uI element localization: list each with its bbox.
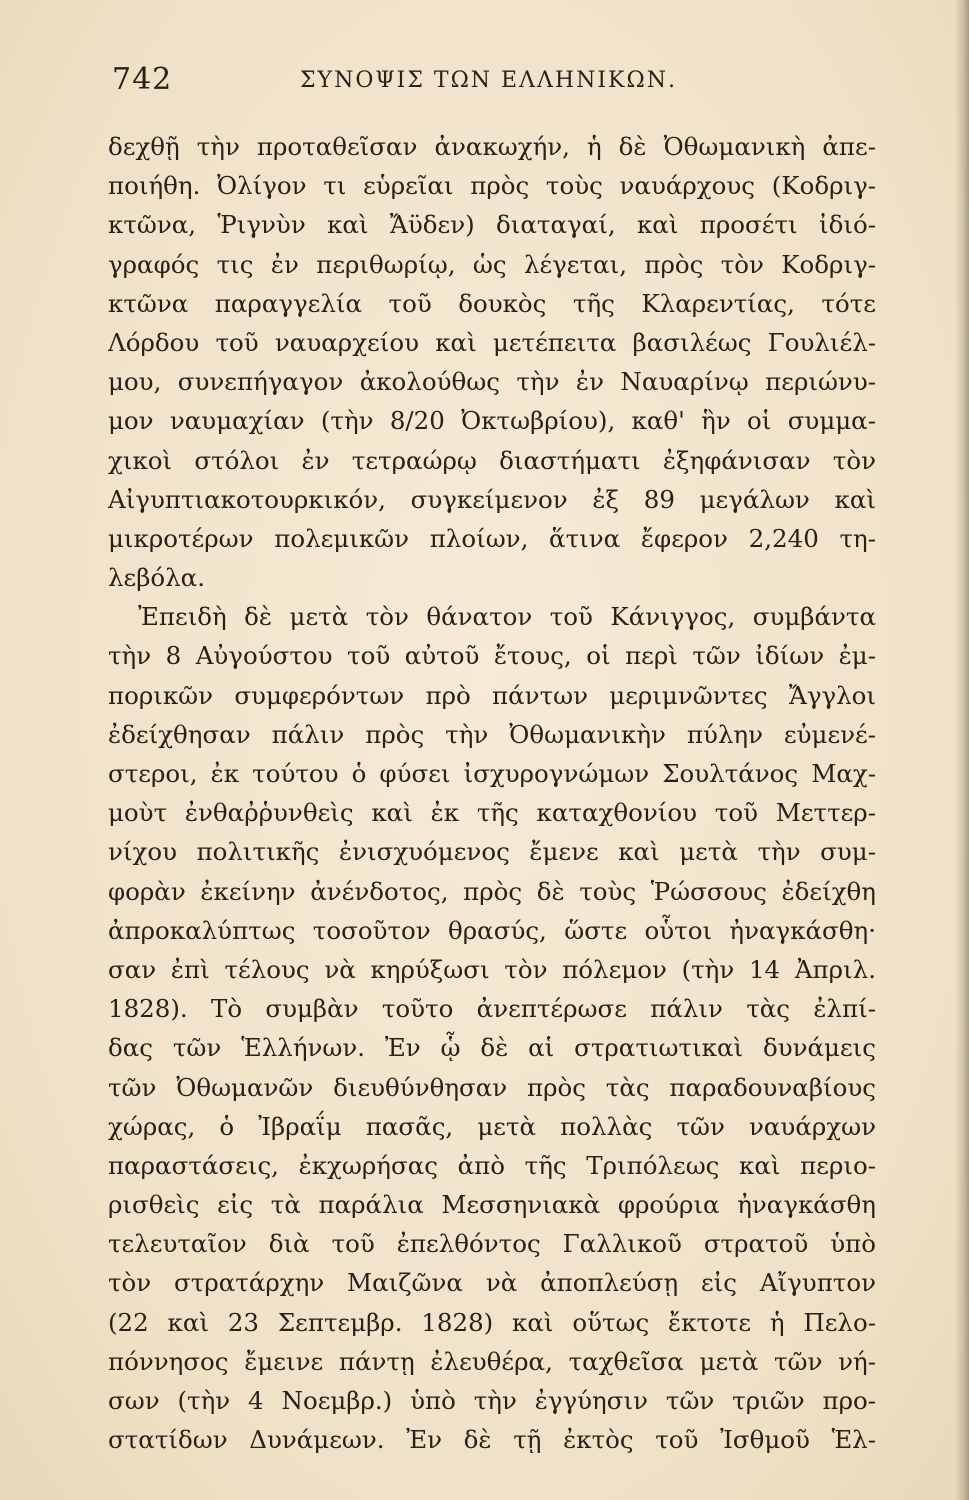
text-line: δας τῶν Ἑλλήνων. Ἐν ᾧ δὲ αἱ στρατιωτικαὶ δυνάμεις (108, 1033, 876, 1063)
text-line: Λόρδου τοῦ ναυαρχείου καὶ μετέπειτα βασιλέως Γουλιέλ- (108, 327, 876, 357)
text-line: στεροι, ἐκ τούτου ὁ φύσει ἰσχυρογνώμων Σουλτάνος Μαχ- (108, 759, 876, 788)
text-line: μου, συνεπήγαγον ἀκολούθως τὴν ἐν Ναυαρίνῳ περιώνυ- (108, 367, 876, 397)
text-line: κτῶνα, Ῥιγνὺν καὶ Ἄϋδεν) διαταγαί, καὶ προσέτι ἰδιό- (108, 210, 876, 240)
text-line: μικροτέρων πολεμικῶν πλοίων, ἅτινα ἔφερον 2,240 τη- (108, 523, 876, 553)
running-title: ΣΥΝΟΨΙΣ ΤΩΝ ΕΛΛΗΝΙΚΩΝ. (300, 68, 677, 93)
text-line: σαν ἐπὶ τέλους νὰ κηρύξωσι τὸν πόλεμον (τὴν 14 Ἀπριλ. (108, 954, 876, 984)
text-line: ἀπροκαλύπτως τοσοῦτον θρασύς, ὥστε οὗτοι ἠναγκάσθη· (108, 915, 876, 945)
page-number: 742 (112, 62, 173, 97)
text-line: τὸν στρατάρχην Μαιζῶνα νὰ ἀποπλεύσῃ εἰς Αἴγυπτον (108, 1268, 876, 1298)
text-line: νίχου πολιτικῆς ἐνισχυόμενος ἔμενε καὶ μετὰ τὴν συμ- (108, 837, 876, 867)
text-line: λεβόλα. (108, 563, 205, 593)
text-line: 1828). Τὸ συμβὰν τοῦτο ἀνεπτέρωσε πάλιν τὰς ἐλπί- (108, 994, 876, 1024)
text-line: χώρας, ὁ Ἰβραΐμ πασᾶς, μετὰ πολλὰς τῶν ναυάρχων (108, 1111, 876, 1141)
text-line: χικοὶ στόλοι ἐν τετραώρῳ διαστήματι ἐξηφάνισαν τὸν (108, 445, 876, 475)
text-line: κτῶνα παραγγελία τοῦ δουκὸς τῆς Κλαρεντίας, τότε (108, 288, 876, 318)
text-line: μοὺτ ἐνθαῤῥυνθεὶς καὶ ἐκ τῆς καταχθονίου τοῦ Μεττερ- (108, 798, 876, 828)
text-line: τὴν 8 Αὐγούστου τοῦ αὐτοῦ ἔτους, οἱ περὶ τῶν ἰδίων ἐμ- (108, 641, 876, 671)
page-edge-shadow (955, 0, 969, 1500)
text-line: σων (τὴν 4 Νοεμβρ.) ὑπὸ τὴν ἐγγύησιν τῶν τριῶν προ- (108, 1386, 876, 1415)
text-line: φορὰν ἐκείνην ἀνένδοτος, πρὸς δὲ τοὺς Ῥώσσους ἐδείχθη (108, 876, 876, 906)
text-line: γραφός τις ἐν περιθωρίῳ, ὡς λέγεται, πρὸς τὸν Κοδριγ- (108, 249, 876, 279)
text-line: πόννησος ἔμεινε πάντῃ ἐλευθέρα, ταχθεῖσα μετὰ τῶν νή- (108, 1346, 876, 1376)
text-line: ρισθεὶς εἰς τὰ παράλια Μεσσηνιακὰ φρούρια ἠναγκάσθη (108, 1190, 876, 1220)
page-header (110, 62, 890, 112)
text-line: ἐδείχθησαν πάλιν πρὸς τὴν Ὀθωμανικὴν πύλην εὐμενέ- (108, 719, 876, 749)
text-line: Ἐπειδὴ δὲ μετὰ τὸν θάνατον τοῦ Κάνιγγος, συμβάντα (138, 602, 876, 632)
body-text (108, 127, 876, 1459)
text-line: Αἰγυπτιακοτουρκικόν, συγκείμενον ἐξ 89 μεγάλων καὶ (108, 484, 876, 514)
text-line: παραστάσεις, ἐκχωρήσας ἀπὸ τῆς Τριπόλεως καὶ περιο- (108, 1150, 876, 1180)
text-line: πορικῶν συμφερόντων πρὸ πάντων μεριμνῶντες Ἄγγλοι (108, 680, 876, 710)
text-line: ποιήθη. Ὀλίγον τι εὑρεῖαι πρὸς τοὺς ναυάρχους (Κοδριγ- (108, 171, 876, 201)
text-line: (22 καὶ 23 Σεπτεμβρ. 1828) καὶ οὕτως ἔκτοτε ἡ Πελο- (108, 1307, 876, 1337)
text-line: τῶν Ὀθωμανῶν διευθύνθησαν πρὸς τὰς παραδουναβίους (108, 1072, 876, 1102)
text-line: δεχθῇ τὴν προταθεῖσαν ἀνακωχήν, ἡ δὲ Ὀθωμανικὴ ἀπε- (108, 132, 876, 161)
text-line: τελευταῖον διὰ τοῦ ἐπελθόντος Γαλλικοῦ στρατοῦ ὑπὸ (108, 1229, 876, 1259)
text-line: μον ναυμαχίαν (τὴν 8/20 Ὀκτωβρίου), καθ' ἣν οἱ συμμα- (108, 406, 876, 436)
text-line: στατίδων Δυνάμεων. Ἐν δὲ τῇ ἐκτὸς τοῦ Ἰσθμοῦ Ἑλ- (108, 1425, 876, 1455)
